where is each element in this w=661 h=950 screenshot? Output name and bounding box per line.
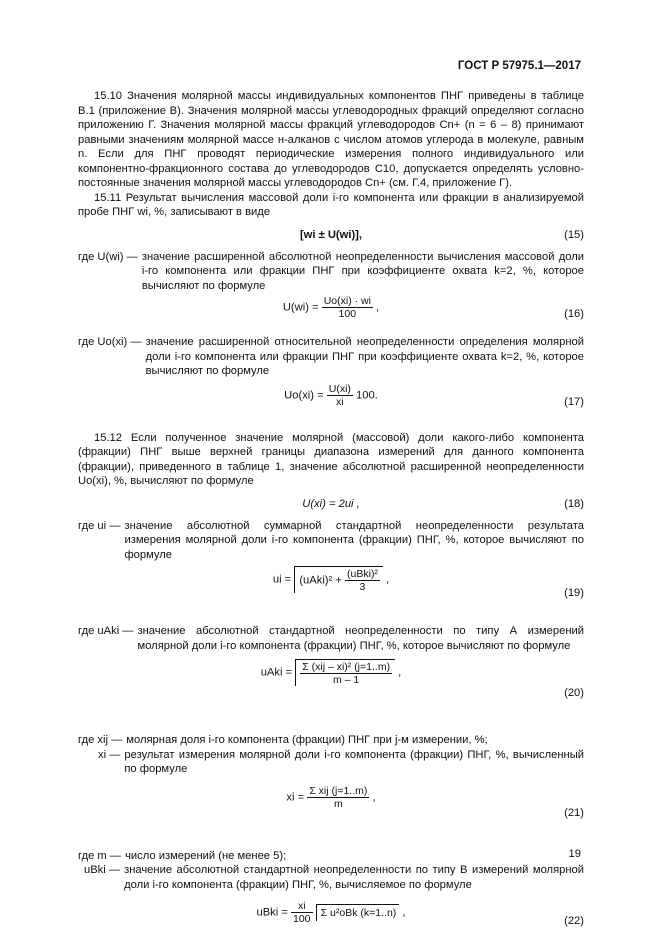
formula-22-radical — [316, 904, 400, 921]
formula-15-expr: [wi ± U(wi)], — [299, 228, 363, 241]
document-header: ГОСТ Р 57975.1—2017 — [457, 60, 581, 72]
formula-19-term-a: (uAki)² + — [299, 574, 342, 587]
formula-17-fraction — [327, 383, 353, 408]
formula-16-lhs: U(wi) = — [282, 301, 319, 314]
formula-21-lhs: xi = — [286, 790, 305, 803]
definition-text: молярная доля i-го компонента (фракции) ПНГ при j-м измерении, %; — [126, 734, 488, 746]
formula-19-denominator: 3 — [359, 581, 366, 593]
definition-uAki — [78, 624, 584, 653]
formula-22-sum: Σ u²oBk (k=1..n) — [320, 907, 397, 920]
formula-22-numerator: xi — [291, 900, 313, 913]
definition-m — [78, 849, 584, 864]
formula-22-lhs: uBki = — [256, 906, 288, 919]
definition-text: значение абсолютной суммарной стандартной неопределенности результата измерения молярной доли i-го компонента (фракции) ПНГ, %, которое вычисляют по формуле — [124, 519, 584, 561]
eq-number-22: (22) — [564, 914, 584, 927]
formula-16-fraction — [322, 295, 373, 320]
definition-text: значение абсолютной стандартной неопределенности по типу В измерений молярной доли i-го компонента (фракции) ПНГ, %, вычисляемое по формуле — [124, 864, 584, 891]
definition-U-wi — [78, 250, 584, 294]
formula-17-lhs: Uo(xi) = — [284, 388, 324, 401]
formula-19-numerator: (uBki)² — [347, 568, 378, 580]
formula-21-denominator: m — [333, 797, 343, 810]
definition-term: где xij — — [78, 734, 123, 746]
definition-term: где ui — — [78, 519, 121, 532]
formula-20-radical — [295, 659, 395, 686]
formula-20: uAki = $\frac{\text{Σ (xij – xi)² (j=1..m)}}{m - 1}$ , (20) — [260, 661, 584, 699]
formula-21: xi = $\frac{\text{Σ xij (j=1..m)}}{m}$ , (21) — [286, 784, 584, 819]
formula-16-denominator: 100 — [338, 308, 357, 320]
definition-term: где U(wi) — — [78, 250, 138, 263]
paragraph-15-11: 15.11 Результат вычисления массовой доли i-го компонента или фракции в анализируемой пробе ПНГ wi, %, записывают в виде — [78, 191, 584, 218]
definition-text: значение абсолютной стандартной неопределенности по типу А измерений молярной доли i-го компонента (фракции) ПНГ, %, которое вычисляют по формуле — [137, 625, 584, 652]
formula-19-fraction — [345, 568, 380, 593]
definition-term: где Uo(xi) — — [78, 336, 142, 348]
definition-text: результат измерения молярной доли i-го компонента (фракции) ПНГ, %, вычисленный по формуле — [124, 748, 584, 775]
formula-18 — [78, 489, 584, 519]
formula-17-numerator: U(xi) — [328, 382, 351, 395]
paragraph-15-10: 15.10 Значения молярной массы индивидуальных компонентов ПНГ приведены в таблице В.1 (приложение В). Значения молярной массы углеводородных фракций определяют согласно приложению Г. Значения молярной массы фракций углеводородов Cn+ (n = 6 – 8) принимают равными значениям молярной массе н-алканов с числом атомов углерода в молекуле, равным n. Если для ПНГ проводят периодические измерения полного индивидуального или компонентно-фракционного состава до углеводородов C10, допускается определять условно-постоянные значения молярной массы углеводородов Cn+ (см. Г.4, приложение Г). — [78, 90, 584, 189]
definition-text: значение расширенной абсолютной неопределенности вычисления массовой доли i-го компонента или фракции ПНГ при коэффициенте охвата k=2, %, которое вычисляют по формуле — [141, 250, 584, 292]
eq-number-21: (21) — [564, 806, 584, 819]
formula-19: ui = (uAki)² + $\frac{\text{(uBki)²}}{3}$ , (19) — [272, 568, 584, 599]
eq-number-19: (19) — [564, 586, 584, 599]
definition-xij — [78, 733, 584, 748]
formula-22-fraction — [291, 900, 313, 925]
formula-21-fraction — [307, 785, 369, 810]
eq-number-20: (20) — [564, 686, 584, 699]
formula-17-denominator: xi — [336, 395, 344, 408]
formula-16-numerator: Uo(xi) · wi — [323, 295, 371, 307]
page-body — [78, 89, 584, 950]
formula-22: uBki = $\frac{xi}{100}$ Σ u²oBk (k=1..n) , (22) — [256, 900, 584, 927]
eq-number-16: (16) — [564, 307, 584, 320]
definition-uBki — [78, 863, 584, 892]
definition-term: где uAki — — [78, 625, 134, 637]
eq-number-17: (17) — [564, 395, 584, 408]
formula-21-numerator: Σ xij (j=1..m) — [309, 784, 368, 797]
definition-term: где m — — [78, 849, 122, 862]
page-number: 19 — [568, 848, 581, 860]
formula-20-denominator: m – 1 — [333, 674, 360, 686]
paragraph-15-12: 15.12 Если полученное значение молярной (массовой) доли какого-либо компонента (фракции) ПНГ выше верхней границы диапазона измерений для данного компонента (фракции), приведенного в таблице 1, значение абсолютной расширенной неопределенности Uo(xi), %, вычисляют по формуле — [78, 431, 584, 487]
formula-18-expr: U(xi) = 2ui , — [302, 497, 360, 510]
formula-22-denominator: 100 — [293, 913, 311, 925]
definition-ui — [78, 519, 584, 563]
formula-15 — [78, 220, 584, 250]
formula-17 — [78, 379, 584, 425]
definition-Uo-xi — [78, 335, 584, 379]
definition-term: xi — — [98, 748, 121, 761]
eq-number-18: (18) — [564, 497, 584, 510]
definition-term: uBki — — [84, 864, 121, 876]
formula-19-radical — [294, 566, 383, 593]
formula-16: U(wi) = $\frac{Uo(xi) \cdot wi}{100}$ , (16) — [282, 295, 584, 320]
definition-text: значение расширенной относительной неопределенности определения молярной доли i-го компонента или фракции ПНГ при коэффициенте охвата k=2, %, которое вычисляют по формуле — [145, 336, 584, 377]
formula-20-fraction — [300, 661, 392, 686]
formula-19-lhs: ui = — [272, 573, 292, 586]
formula-20-lhs: uAki = — [260, 666, 293, 679]
eq-number-15: (15) — [564, 228, 584, 241]
definition-text: число измерений (не менее 5); — [125, 849, 287, 862]
formula-17-tail: 100. — [356, 388, 378, 401]
definition-xi — [78, 748, 584, 777]
formula-20-numerator: Σ (xij – xi)² (j=1..m) — [302, 661, 391, 673]
